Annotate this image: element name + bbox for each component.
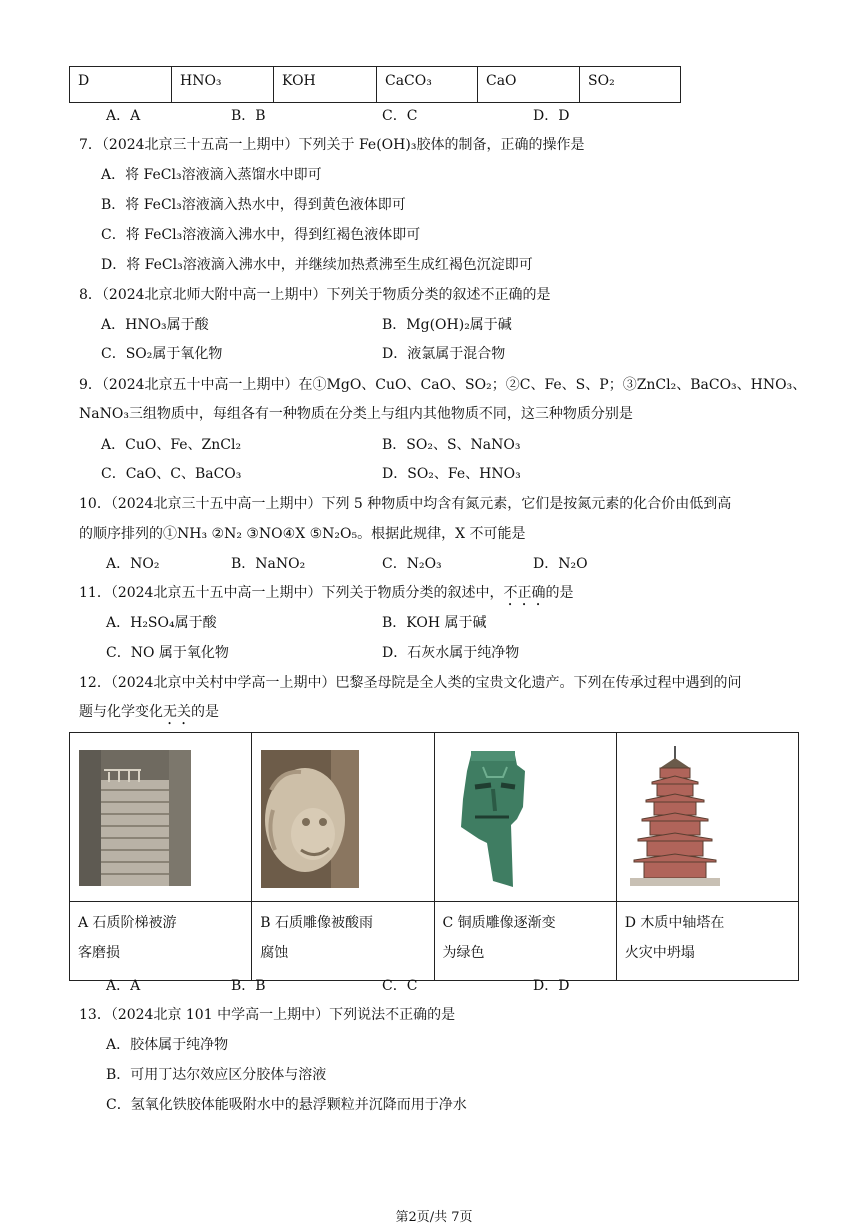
q9-option-a: A．CuO、Fe、ZnCl₂ (101, 437, 242, 453)
q8-option-c: C．SO₂属于氧化物 (101, 346, 223, 362)
q6-option-a: A．A (106, 108, 141, 124)
caption-line: B 石质雕像被酸雨 (260, 915, 373, 931)
q7-stem: 7．（2024北京三十五高一上期中）下列关于 Fe(OH)₃胶体的制备，正确的操作是 (79, 137, 585, 153)
q7-option-a: A．将 FeCl₃溶液滴入蒸馏水中即可 (101, 167, 322, 183)
q6-option-b: B．B (231, 108, 266, 124)
q8-option-b: B．Mg(OH)₂属于碱 (382, 317, 512, 333)
q10-stem-line1: 10．（2024北京三十五中高一上期中）下列 5 种物质中均含有氮元素，它们是按氮元素的化合价由低到高 (79, 496, 732, 512)
q9-option-d: D．SO₂、Fe、HNO₃ (382, 466, 521, 482)
q11-stem-pre: 11．（2024北京五十五中高一上期中）下列关于物质分类的叙述中， (79, 585, 504, 601)
q12-option-d: D．D (533, 978, 570, 994)
q9-stem-line1: 9．（2024北京五十中高一上期中）在①MgO、CuO、CaO、SO₂；②C、Fe、S、P；③ZnCl₂、BaCO₃、HNO₃、 (79, 377, 807, 393)
q6-table (69, 66, 681, 103)
q12-stem-post: 的是 (191, 704, 219, 720)
q10-option-c: C．N₂O₃ (382, 556, 442, 572)
table-cell: CaCO₃ (377, 67, 478, 103)
q12-option-c: C．C (382, 978, 418, 994)
table-cell: D (70, 67, 172, 103)
q8-option-d: D．液氯属于混合物 (382, 346, 506, 362)
q11-option-b: B．KOH 属于碱 (382, 615, 487, 631)
q12-image-table (69, 732, 799, 981)
image-cell-a (70, 733, 252, 902)
caption-line: D 木质中轴塔在 (624, 915, 725, 931)
q10-option-d: D．N₂O (533, 556, 588, 572)
q12-option-a: A．A (106, 978, 141, 994)
caption-line: A 石质阶梯被游 (78, 915, 177, 931)
caption-a (70, 902, 252, 981)
image-cell-b (252, 733, 434, 902)
caption-b (252, 902, 434, 981)
q12-option-b: B．B (231, 978, 266, 994)
table-row (70, 67, 681, 103)
caption-d (616, 902, 798, 981)
q13-stem: 13．（2024北京 101 中学高一上期中）下列说法不正确的是 (79, 1007, 456, 1023)
bronze-mask-image (453, 747, 533, 887)
caption-c (434, 902, 616, 981)
q12-stem-emphasis: 无关 (163, 704, 191, 720)
q10-stem-line2: 的顺序排列的①NH₃ ②N₂ ③NO④X ⑤N₂O₅。根据此规律，X 不可能是 (79, 526, 526, 542)
q13-option-a: A．胶体属于纯净物 (106, 1037, 229, 1053)
q11-stem-emphasis: 不正确 (503, 585, 546, 601)
q12-stem-pre: 题与化学变化 (79, 704, 163, 720)
wooden-pagoda-image (630, 746, 720, 888)
q7-option-c: C．将 FeCl₃溶液滴入沸水中，得到红褐色液体即可 (101, 227, 421, 243)
q11-option-a: A．H₂SO₄属于酸 (106, 615, 217, 631)
q12-stem-line1: 12．（2024北京中关村中学高一上期中）巴黎圣母院是全人类的宝贵文化遗产。下列在传承过程中遇到的问 (79, 675, 742, 691)
lion-statue-image (261, 750, 359, 888)
image-cell-d (616, 733, 798, 902)
q11-option-c: C．NO 属于氧化物 (106, 645, 229, 661)
q7-option-d: D．将 FeCl₃溶液滴入沸水中，并继续加热煮沸至生成红褐色沉淀即可 (101, 257, 533, 273)
table-cell: SO₂ (580, 67, 681, 103)
caption-line: C 铜质雕像逐渐变 (442, 915, 556, 931)
q13-option-b: B．可用丁达尔效应区分胶体与溶液 (106, 1067, 327, 1083)
q6-option-d: D．D (533, 108, 570, 124)
q8-option-a: A．HNO₃属于酸 (101, 317, 209, 333)
q13-option-c: C．氢氧化铁胶体能吸附水中的悬浮颗粒并沉降而用于净水 (106, 1097, 467, 1113)
image-cell-c (434, 733, 616, 902)
q8-stem: 8．（2024北京北师大附中高一上期中）下列关于物质分类的叙述不正确的是 (79, 287, 551, 303)
caption-line: 腐蚀 (260, 945, 289, 961)
stone-staircase-image (79, 750, 191, 886)
q7-option-b: B．将 FeCl₃溶液滴入热水中，得到黄色液体即可 (101, 197, 406, 213)
q10-option-b: B．NaNO₂ (231, 556, 306, 572)
q11-stem-post: 的是 (545, 585, 574, 601)
page-footer: 第2页/共 7页 (395, 1210, 473, 1225)
table-cell: CaO (478, 67, 580, 103)
q9-stem-line2: NaNO₃三组物质中，每组各有一种物质在分类上与组内其他物质不同，这三种物质分别是 (79, 406, 633, 422)
q6-option-c: C．C (382, 108, 418, 124)
table-cell: KOH (274, 67, 377, 103)
caption-line: 火灾中坍塌 (624, 945, 695, 961)
table-cell: HNO₃ (172, 67, 274, 103)
q9-option-b: B．SO₂、S、NaNO₃ (382, 437, 521, 453)
q12-stem-line2 (79, 702, 219, 728)
q11-stem (79, 583, 573, 609)
q10-option-a: A．NO₂ (106, 556, 160, 572)
caption-line: 客磨损 (78, 945, 120, 961)
q11-option-d: D．石灰水属于纯净物 (382, 645, 520, 661)
q9-option-c: C．CaO、C、BaCO₃ (101, 466, 242, 482)
caption-line: 为绿色 (442, 945, 485, 961)
